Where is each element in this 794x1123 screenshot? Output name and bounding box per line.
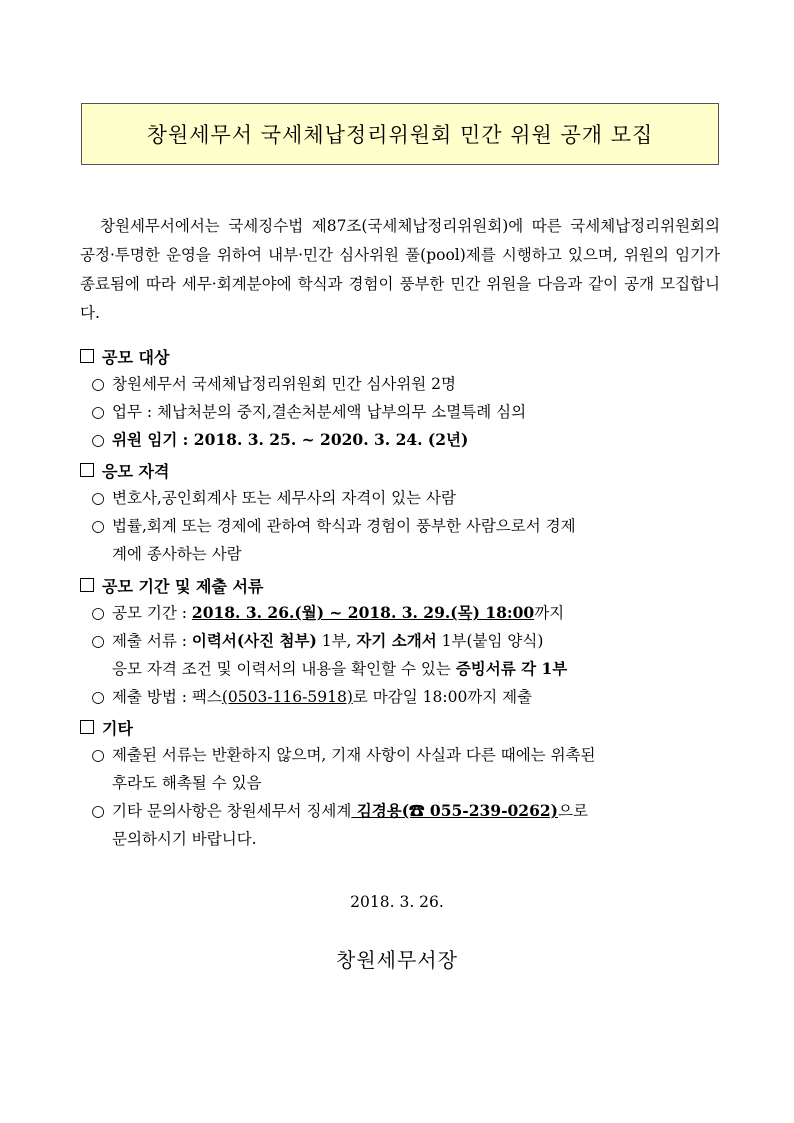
list-item: ○ 제출된 서류는 반환하지 않으며, 기재 사항이 사실과 다른 때에는 위촉된: [80, 741, 720, 769]
list-item: ○ 제출 서류 : 이력서(사진 첨부) 1부, 자기 소개서 1부(붙임 양식): [80, 627, 720, 655]
title-box: [81, 103, 719, 165]
circle-bullet-icon: ○: [91, 604, 105, 622]
circle-bullet-icon: ○: [91, 489, 105, 507]
document-date: 2018. 3. 26.: [350, 893, 444, 911]
section-other: [80, 713, 720, 853]
fax-number: (0503-116-5918): [221, 688, 353, 706]
circle-bullet-icon: ○: [91, 403, 105, 421]
circle-bullet-icon: ○: [91, 517, 105, 535]
section-heading: 공모 기간 및 제출 서류: [80, 571, 720, 599]
period-value: 2018. 3. 26.(월) ~ 2018. 3. 29.(목) 18:00: [191, 603, 535, 622]
section-recruit-target: [80, 342, 720, 454]
list-item: ○ 창원세무서 국세체납정리위원회 민간 심사위원 2명: [80, 370, 720, 398]
checkbox-square-icon: [80, 578, 94, 592]
circle-bullet-icon: ○: [91, 632, 105, 650]
list-item-continuation: 응모 자격 조건 및 이력서의 내용을 확인할 수 있는 증빙서류 각 1부: [112, 659, 568, 678]
list-item-continuation: 계에 종사하는 사람: [112, 545, 242, 563]
list-item-continuation: 후라도 해촉될 수 있음: [112, 774, 262, 792]
checkbox-square-icon: [80, 349, 94, 363]
checkbox-square-icon: [80, 720, 94, 734]
document-title: 창원세무서 국세체납정리위원회 민간 위원 공개 모집: [146, 123, 654, 147]
list-item: ○ 기타 문의사항은 창원세무서 징세계 김경용(☎ 055-239-0262)으로: [80, 797, 720, 825]
list-item-continuation: 문의하시기 바랍니다.: [112, 830, 257, 848]
section-heading: 기타: [80, 713, 720, 741]
signature: 창원세무서장: [336, 948, 458, 972]
section-heading: 공모 대상: [80, 342, 720, 370]
list-item: ○ 제출 방법 : 팩스(0503-116-5918)로 마감일 18:00까지 제출: [80, 683, 720, 711]
list-item: ○ 변호사,공인회계사 또는 세무사의 자격이 있는 사람: [80, 484, 720, 512]
circle-bullet-icon: ○: [91, 802, 105, 820]
circle-bullet-icon: ○: [91, 688, 105, 706]
list-item: ○ 위원 임기 : 2018. 3. 25. ~ 2020. 3. 24. (2년): [80, 426, 720, 454]
circle-bullet-icon: ○: [91, 431, 105, 449]
section-heading: 응모 자격: [80, 456, 720, 484]
contact-info: 김경용(☎ 055-239-0262): [351, 801, 558, 820]
checkbox-square-icon: [80, 463, 94, 477]
list-item: ○ 법률,회계 또는 경제에 관하여 학식과 경험이 풍부한 사람으로서 경제: [80, 512, 720, 540]
circle-bullet-icon: ○: [91, 746, 105, 764]
section-period-documents: [80, 571, 720, 711]
list-item: ○ 공모 기간 : 2018. 3. 26.(월) ~ 2018. 3. 29.(목) 18:00까지: [80, 599, 720, 627]
intro-paragraph: 창원세무서에서는 국세징수법 제87조(국세체납정리위원회)에 따른 국세체납정리위원회의 공정·투명한 운영을 위하여 내부·민간 심사위원 풀(pool)제를 시행하고 있으며, 위원의 임기가 종료됨에 따라 세무·회계분야에 학식과 경험이 풍부한 민간 위원을 다음과 같이 공개 모집합니다.: [80, 217, 720, 322]
list-item: ○ 업무 : 체납처분의 중지,결손처분세액 납부의무 소멸특례 심의: [80, 398, 720, 426]
circle-bullet-icon: ○: [91, 375, 105, 393]
section-eligibility: [80, 456, 720, 568]
